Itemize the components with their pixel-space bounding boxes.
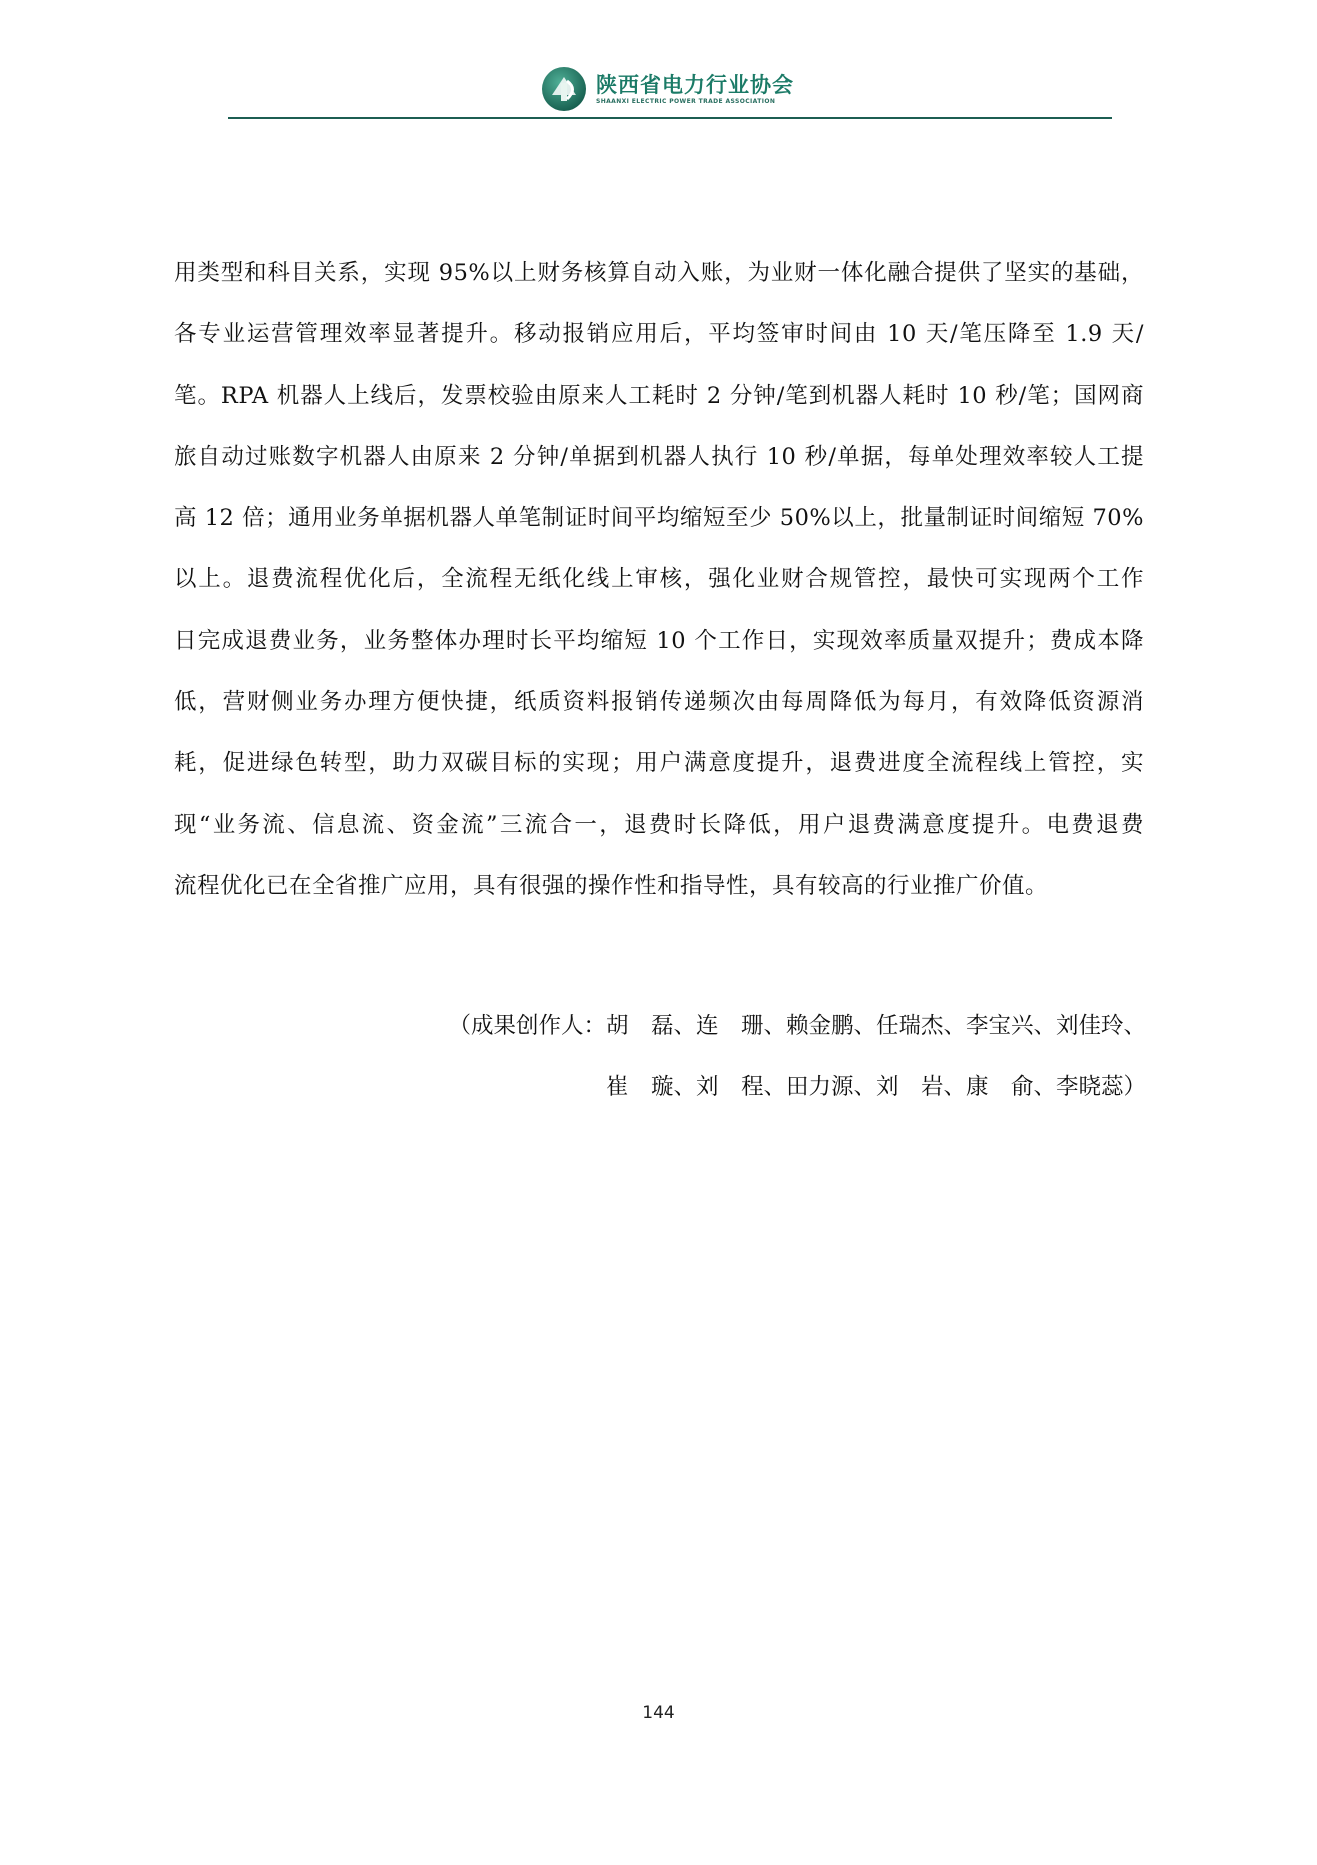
body-paragraph — [174, 243, 1144, 917]
body-line: 流程优化已在全省推广应用，具有很强的操作性和指导性，具有较高的行业推广价值。 — [174, 872, 1049, 899]
credits-line-2: 崔 璇、刘 程、田力源、刘 岩、康 俞、李晓蕊） — [605, 1074, 1146, 1100]
body-line: 日完成退费业务，业务整体办理时长平均缩短 10 个工作日，实现效率质量双提升；费成本降 — [174, 627, 1144, 654]
association-logo-icon — [540, 65, 588, 113]
author-credits — [448, 996, 1146, 1118]
body-line: 以上。退费流程优化后，全流程无纸化线上审核，强化业财合规管控，最快可实现两个工作 — [174, 566, 1144, 593]
body-line: 用类型和科目关系，实现 95%以上财务核算自动入账，为业财一体化融合提供了坚实的基础， — [174, 260, 1144, 286]
credits-line-1: （成果创作人：胡 磊、连 珊、赖金鹏、任瑞杰、李宝兴、刘佳玲、 — [448, 1013, 1146, 1039]
page-number: 144 — [642, 1703, 675, 1723]
body-line: 现“业务流、信息流、资金流”三流合一，退费时长降低，用户退费满意度提升。电费退费 — [174, 811, 1144, 838]
body-line: 耗，促进绿色转型，助力双碳目标的实现；用户满意度提升，退费进度全流程线上管控，实 — [174, 750, 1144, 777]
page-header — [0, 62, 1317, 122]
org-name-cn: 陕西省电力行业协会 — [596, 73, 794, 97]
body-line: 旅自动过账数字机器人由原来 2 分钟/单据到机器人执行 10 秒/单据，每单处理效率较人工提 — [174, 443, 1144, 470]
body-line: 各专业运营管理效率显著提升。移动报销应用后，平均签审时间由 10 天/笔压降至 1.9 天/ — [174, 321, 1144, 348]
body-line: 高 12 倍；通用业务单据机器人单笔制证时间平均缩短至少 50%以上，批量制证时间缩短 70% — [174, 505, 1144, 532]
header-divider — [228, 117, 1112, 119]
org-name-en: SHAANXI ELECTRIC POWER TRADE ASSOCIATION — [596, 98, 776, 105]
body-line: 低，营财侧业务办理方便快捷，纸质资料报销传递频次由每周降低为每月，有效降低资源消 — [174, 689, 1144, 716]
body-line: 笔。RPA 机器人上线后，发票校验由原来人工耗时 2 分钟/笔到机器人耗时 10 秒/笔；国网商 — [174, 382, 1144, 409]
association-logo — [540, 62, 794, 116]
